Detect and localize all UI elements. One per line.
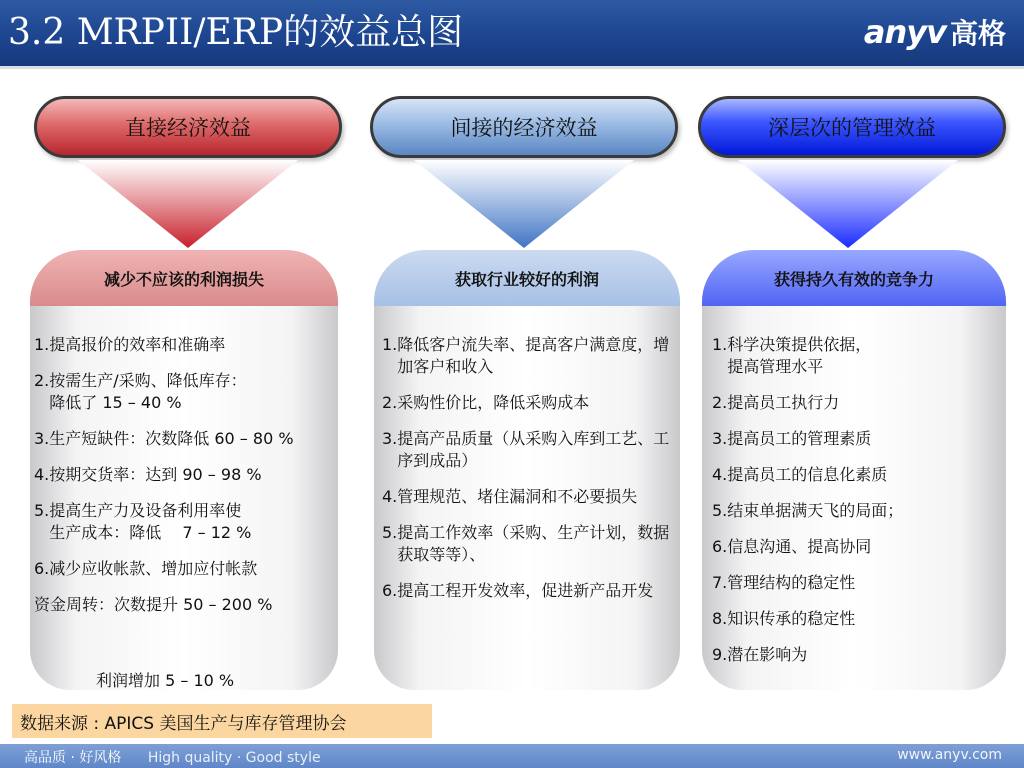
slogan-cn: 高品质 · 好风格: [24, 750, 122, 766]
list-item: 3. 提高产品质量（从采购入库到工艺、工序到成品）: [382, 429, 670, 470]
list-direct: [34, 334, 354, 630]
list-extra-line: 资金周转：次数提升 50 – 200 %: [34, 595, 273, 614]
list-item: 6. 信息沟通、提高协同: [712, 537, 872, 556]
list-item: 4. 提高员工的信息化素质: [712, 465, 888, 484]
brand-logo: [864, 14, 1006, 50]
page-title: 3.2 MRPII/ERP的效益总图: [8, 12, 464, 53]
list-management: [712, 334, 1002, 680]
list-item: 7. 管理结构的稳定性: [712, 573, 856, 592]
source-note: 数据来源 : APICS 美国生产与库存管理协会: [12, 704, 432, 738]
list-item: 4. 管理规范、堵住漏洞和不必要损失: [382, 487, 638, 506]
heading-pill-management: [698, 96, 1006, 158]
heading-management-label: 深层次的管理效益: [768, 116, 936, 140]
list-item: 2. 采购性价比，降低采购成本: [382, 393, 590, 412]
list-item: 3. 生产短缺件：次数降低 60 – 80 %: [34, 429, 294, 448]
list-item: 9. 潜在影响为: [712, 645, 808, 664]
down-arrow-icon: [738, 160, 958, 250]
list-item: 2. 提高员工执行力: [712, 393, 840, 412]
header-bar: [0, 0, 1024, 66]
heading-pill-direct: [34, 96, 342, 158]
list-item: 5. 结束单据满天飞的局面；: [712, 501, 904, 520]
list-item: 5. 提高生产力及设备利用率使 生产成本：降低 7 – 12 %: [34, 501, 252, 542]
list-item: 2. 按需生产/采购、降低库存： 降低了 15 – 40 %: [34, 371, 247, 412]
subheading-direct: 减少不应该的利润损失: [30, 250, 338, 306]
down-arrow-icon: [414, 160, 634, 250]
footer-bar: [0, 744, 1024, 768]
heading-direct-label: 直接经济效益: [125, 116, 251, 140]
list-item: 3. 提高员工的管理素质: [712, 429, 872, 448]
list-item: 4. 按期交货率：达到 90 – 98 %: [34, 465, 262, 484]
subheading-management: 获得持久有效的竞争力: [702, 250, 1006, 306]
profit-summary: 利润增加 5 – 10 %: [96, 671, 235, 690]
slogan-en: High quality · Good style: [147, 750, 321, 766]
list-indirect: [382, 334, 672, 616]
subheading-indirect: 获取行业较好的利润: [374, 250, 680, 306]
footer-url: www.anyv.com: [897, 747, 1002, 763]
list-item: 1. 提高报价的效率和准确率: [34, 335, 226, 354]
down-arrow-icon: [78, 160, 298, 250]
footer-slogan: [24, 747, 321, 767]
list-item: 1. 科学决策提供依据， 提高管理水平: [712, 335, 872, 376]
heading-indirect-label: 间接的经济效益: [450, 116, 598, 140]
list-item: 8. 知识传承的稳定性: [712, 609, 856, 628]
list-item: 5. 提高工作效率（采购、生产计划，数据获取等等）、: [382, 523, 670, 564]
list-item: 6. 减少应收帐款、增加应付帐款: [34, 559, 258, 578]
list-item: 6. 提高工程开发效率，促进新产品开发: [382, 581, 654, 600]
logo-cjk-text: 高格: [949, 17, 1006, 50]
header-divider: [0, 66, 1024, 69]
logo-latin-text: anyv: [863, 13, 946, 51]
heading-pill-indirect: [370, 96, 678, 158]
list-item: 1. 降低客户流失率、提高客户满意度，增加客户和收入: [382, 335, 670, 376]
